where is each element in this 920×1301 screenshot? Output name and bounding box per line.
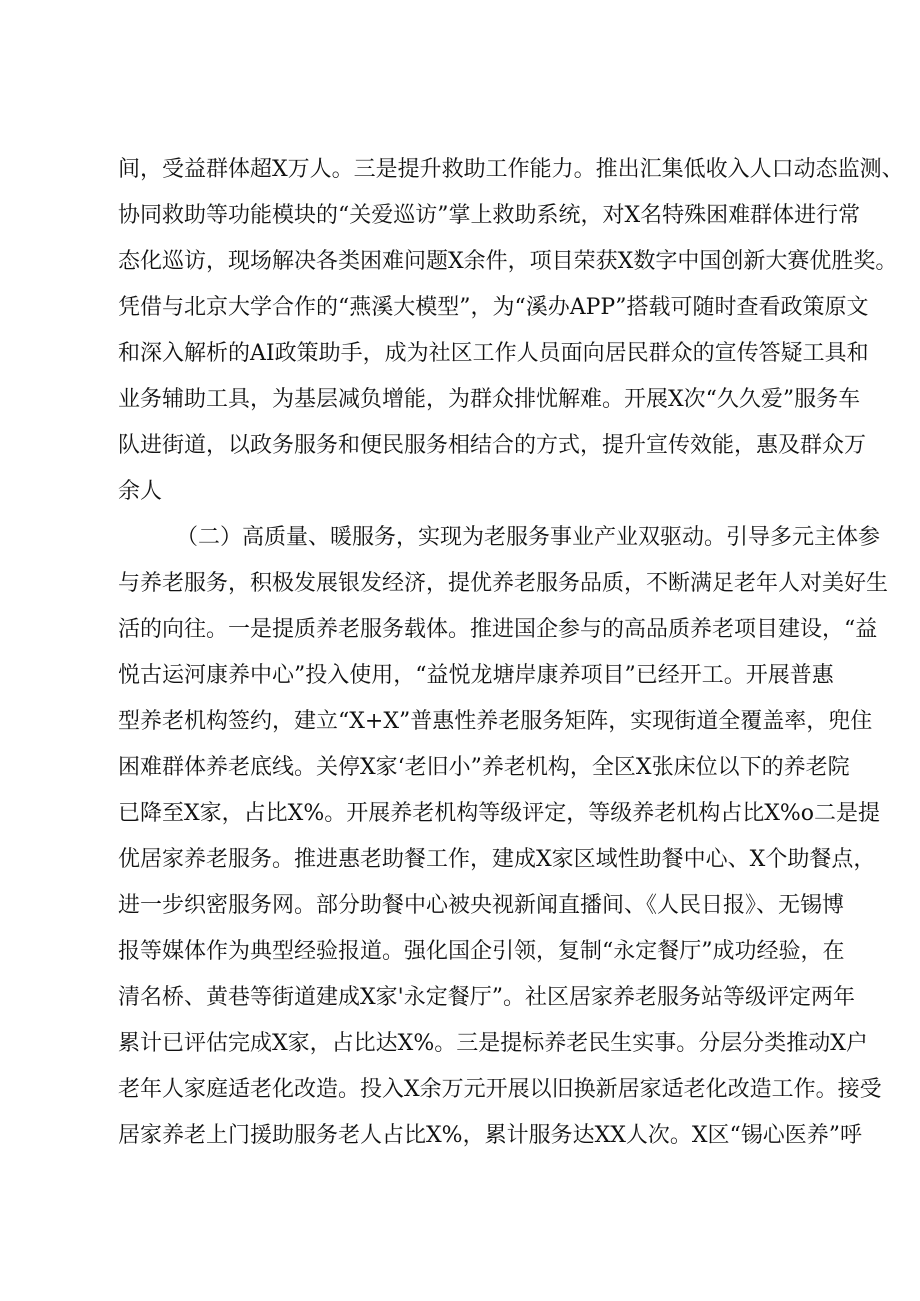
text-line: 悦古运河康养中心”投入使用，“益悦龙塘岸康养项目”已经开工。开展普惠 bbox=[118, 663, 834, 688]
text-line: 优居家养老服务。推进惠老助餐工作，建成X家区域性助餐中心、X个助餐点， bbox=[118, 847, 876, 872]
text-line: 余人 bbox=[118, 479, 163, 504]
text-line: 协同救助等功能模块的“关爱巡访”掌上救助系统，对X名特殊困难群体进行常 bbox=[118, 203, 861, 228]
text-line: 困难群体养老底线。关停X家‘老旧小”养老机构，全区X张床位以下的养老院 bbox=[118, 755, 850, 780]
text-line: 报等媒体作为典型经验报道。强化国企引领，复制“永定餐厅”成功经验，在 bbox=[118, 939, 845, 964]
text-line: 型养老机构签约，建立“X+X”普惠性养老服务矩阵，实现街道全覆盖率，兜住 bbox=[118, 709, 873, 734]
text-line: 队进街道，以政务服务和便民服务相结合的方式，提升宣传效能，惠及群众万 bbox=[118, 433, 867, 458]
text-line: 居家养老上门援助服务老人占比X%，累计服务达XX人次。X区“锡心医养”呼 bbox=[118, 1123, 863, 1148]
text-line: 活的向往。一是提质养老服务载体。推进国企参与的高品质养老项目建设，“益 bbox=[118, 617, 878, 642]
text-line: 态化巡访，现场解决各类困难问题X余件，项目荣获X数字中国创新大赛优胜奖。 bbox=[118, 249, 898, 274]
text-line: 累计已评估完成X家，占比达X%。三是提标养老民生实事。分层分类推动X户 bbox=[118, 1031, 868, 1056]
text-line: 业务辅助工具，为基层减负增能，为群众排忧解难。开展X次“久久爱”服务车 bbox=[118, 387, 861, 412]
text-line: 清名桥、黄巷等街道建成X家'永定餐厅”。社区居家养老服务站等级评定两年 bbox=[118, 985, 855, 1010]
text-line: 和深入解析的AI政策助手，成为社区工作人员面向居民群众的宣传答疑工具和 bbox=[118, 341, 869, 366]
text-line: 进一步织密服务网。部分助餐中心被央视新闻直播间、《人民日报》、无锡博 bbox=[118, 893, 845, 918]
text-line: 凭借与北京大学合作的“燕溪大模型”，为“溪办APP”搭载可随时查看政策原文 bbox=[118, 295, 869, 320]
text-line: 间，受益群体超X万人。三是提升救助工作能力。推出汇集低收入人口动态监测、 bbox=[118, 157, 904, 182]
text-line: 老年人家庭适老化改造。投入X余万元开展以旧换新居家适老化改造工作。接受 bbox=[118, 1077, 882, 1102]
text-line: 与养老服务，积极发展银发经济，提优养老服务品质，不断满足老年人对美好生 bbox=[118, 571, 889, 596]
text-line: 已降至X家，占比X%。开展养老机构等级评定，等级养老机构占比X%o二是提 bbox=[118, 801, 881, 826]
paragraph-heading-line: （二）高质量、暖服务，实现为老服务事业产业双驱动。引导多元主体参 bbox=[176, 525, 881, 550]
